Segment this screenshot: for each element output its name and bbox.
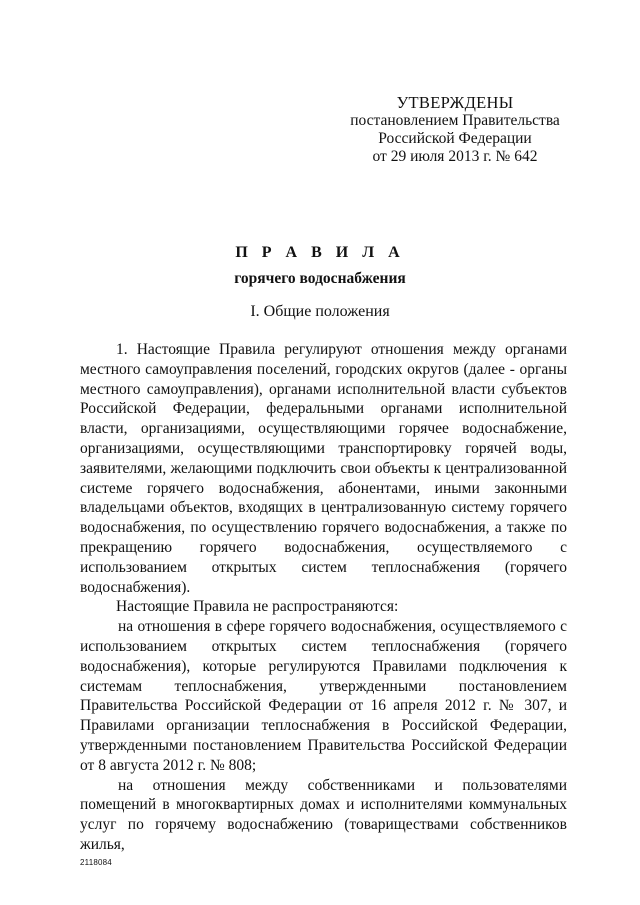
approval-line-2: Российской Федерации — [378, 130, 532, 147]
approval-line-3: от 29 июля 2013 г. № 642 — [372, 148, 538, 165]
paragraph-3: на отношения в сфере горячего водоснабжения, осуществляемого с использованием открытых систем теплоснабжения (горячего водоснабжения), которые регулируются Правилами подключения к системам теплоснабжения, утвержденными постановлением Правительства Российской Федерации от 16 апреля 2012 г. № 307, и Правилами организации теплоснабжения в Российской Федерации, утвержденными постановлением Правительства Российской Федерации от 8 августа 2012 г. № 808; — [80, 618, 567, 774]
section-heading: I. Общие положения — [250, 303, 390, 320]
paragraph-4: на отношения между собственниками и пользователями помещений в многоквартирных домах и исполнителями коммунальных услуг по горячему водоснабжению (товариществами собственников жилья, — [80, 776, 567, 853]
approval-line-1: постановлением Правительства — [350, 112, 560, 129]
paragraph-1: 1. Настоящие Правила регулируют отношения между органами местного самоуправления поселений, городских округов (далее - органы местного самоуправления), органами исполнительной власти субъектов Российской Федерации, федеральными органами исполнительной власти, организациями, осуществляющими горячее водоснабжение, организациями, осуществляющими транспортировку горячей воды, заявителями, желающими подключить свои объекты к централизованной системе горячего водоснабжения, абонентами, иными законными владельцами объектов, входящих в централизованную систему горячего водоснабжения, по осуществлению горячего водоснабжения, а также по прекращению горячего водоснабжения, осуществляемого с использованием открытых систем теплоснабжения (горячего водоснабжения). — [80, 341, 567, 596]
document-body — [80, 340, 567, 855]
document-code: 2118084 — [80, 858, 112, 867]
approval-title: УТВЕРЖДЕНЫ — [396, 93, 514, 112]
paragraph-2: Настоящие Правила не распространяются: — [116, 598, 399, 616]
document-subtitle: горячего водоснабжения — [234, 270, 406, 287]
approval-stamp — [340, 94, 570, 166]
document-title: П Р А В И Л А — [235, 244, 405, 261]
